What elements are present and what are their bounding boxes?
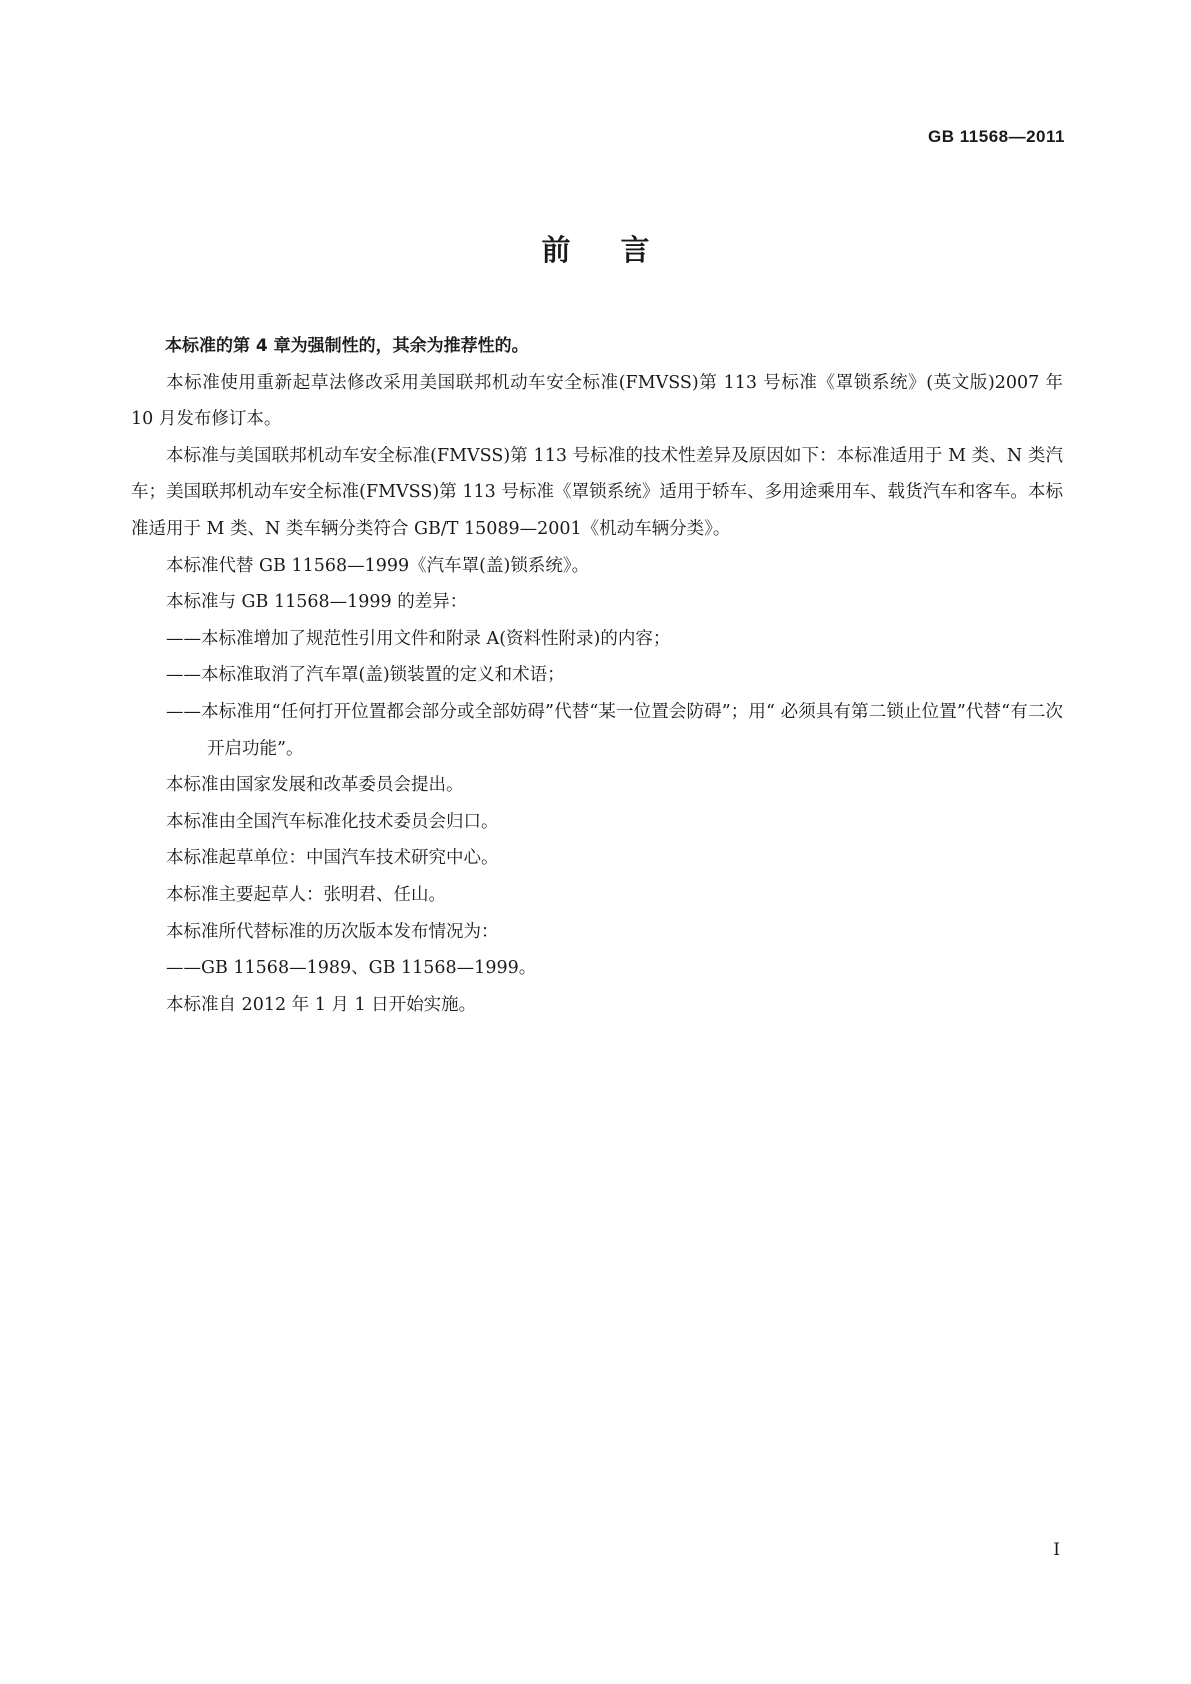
paragraph-drafting-unit: 本标准起草单位：中国汽车技术研究中心。 (166, 848, 499, 869)
list-item-difference-2: ——本标准取消了汽车罩(盖)锁装置的定义和术语； (166, 665, 565, 686)
page-title: 前言 (541, 233, 700, 267)
page-number: I (1053, 1540, 1060, 1560)
paragraph-mandatory-chapter: 本标准的第 4 章为强制性的，其余为推荐性的。 (165, 336, 529, 356)
list-item-difference-3: ——本标准用“任何打开位置都会部分或全部妨碍”代替“某一位置会防碍”；用“ 必须具有第二锁止位置”代替“有二次开启功能”。 (166, 701, 1063, 759)
standard-number-header: GB 11568—2011 (928, 127, 1065, 146)
document-body (131, 328, 1063, 1023)
paragraph-centralized-by: 本标准由全国汽车标准化技术委员会归口。 (166, 811, 499, 832)
paragraph-main-drafters: 本标准主要起草人：张明君、任山。 (166, 884, 446, 905)
list-item-difference-1: ——本标准增加了规范性引用文件和附录 A(资料性附录)的内容； (166, 628, 671, 649)
paragraph-replaces: 本标准代替 GB 11568—1999《汽车罩(盖)锁系统》。 (166, 555, 590, 576)
paragraph-effective-date: 本标准自 2012 年 1 月 1 日开始实施。 (166, 994, 477, 1015)
paragraph-technical-differences: 本标准与美国联邦机动车安全标准(FMVSS)第 113 号标准的技术性差异及原因如下：本标准适用于 M 类、N 类汽车；美国联邦机动车安全标准(FMVSS)第 113 号标准《罩锁系统》适用于轿车、多用途乘用车、载货汽车和客车。本标准适用于 M 类、N 类车辆分类符合 GB/T 15089—2001《机动车辆分类》。 (131, 445, 1063, 539)
paragraph-differences-intro: 本标准与 GB 11568—1999 的差异： (166, 592, 468, 613)
paragraph-proposed-by: 本标准由国家发展和改革委员会提出。 (166, 775, 464, 796)
paragraph-adoption: 本标准使用重新起草法修改采用美国联邦机动车安全标准(FMVSS)第 113 号标准《罩锁系统》(英文版)2007 年 10 月发布修订本。 (131, 372, 1063, 430)
paragraph-history-intro: 本标准所代替标准的历次版本发布情况为： (166, 921, 499, 942)
paragraph-history-versions: ——GB 11568—1989、GB 11568—1999。 (166, 958, 537, 979)
